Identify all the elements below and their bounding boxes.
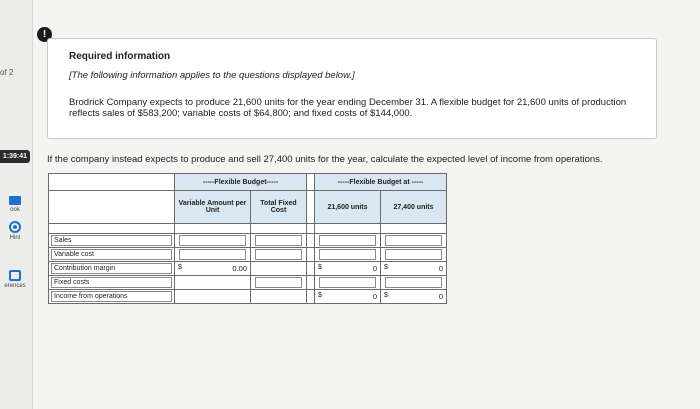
references-label: erences [4, 283, 26, 289]
group-flexible-budget-at: -----Flexible Budget at ----- [315, 174, 447, 191]
dollar-sign: $ [178, 264, 182, 271]
table-row [49, 248, 447, 262]
dollar-sign: $ [318, 292, 322, 299]
hint-label: Hint [9, 235, 21, 241]
header-27400-units: 27,400 units [381, 191, 447, 224]
row-label-input[interactable]: Income from operations [51, 291, 172, 302]
units-21600-value: 0 [372, 292, 377, 301]
units-21600-input[interactable] [319, 277, 376, 288]
book-icon [9, 196, 21, 205]
units-21600-value: 0 [372, 264, 377, 273]
fixed-cost-input[interactable] [255, 249, 302, 260]
units-27400-value: 0 [438, 292, 443, 301]
dollar-sign: $ [384, 292, 388, 299]
table-row [49, 290, 447, 304]
table-row [49, 234, 447, 248]
row-label-input[interactable]: Contribution margin [51, 263, 172, 274]
ebook-label: ook [10, 207, 20, 213]
required-info-box [47, 38, 657, 139]
flexible-budget-table [48, 173, 447, 304]
table-row [49, 276, 447, 290]
units-27400-input[interactable] [385, 277, 442, 288]
hint-icon [9, 221, 21, 233]
var-amount-input[interactable] [179, 235, 246, 246]
table-row [49, 262, 447, 276]
question-text: If the company instead expects to produce and sell 27,400 units for the year, calculate the expected level of income from operations. [47, 154, 603, 165]
header-21600-units: 21,600 units [315, 191, 381, 224]
units-27400-input[interactable] [385, 235, 442, 246]
required-info-note: [The following information applies to the questions displayed below.] [69, 70, 355, 81]
alert-icon: ! [37, 27, 52, 42]
timer: 1:39:41 [0, 150, 30, 163]
required-info-title: Required information [69, 51, 171, 62]
references-icon [9, 270, 21, 281]
group-flexible-budget: -----Flexible Budget----- [175, 174, 307, 191]
ebook-button[interactable] [0, 196, 30, 213]
row-label-input[interactable]: Variable cost [51, 249, 172, 260]
units-21600-input[interactable] [319, 249, 376, 260]
fixed-cost-input[interactable] [255, 235, 302, 246]
hint-button[interactable] [0, 221, 30, 241]
header-variable-amount: Variable Amount per Unit [175, 191, 251, 224]
required-info-body: Brodrick Company expects to produce 21,600 units for the year ending December 31. A flexible budget for 21,600 units of production reflects sales of $583,200; variable costs of $64,800; and fixed costs of $144,000. [69, 97, 627, 119]
row-label-input[interactable]: Sales [51, 235, 172, 246]
units-27400-value: 0 [438, 264, 443, 273]
units-21600-input[interactable] [319, 235, 376, 246]
units-27400-input[interactable] [385, 249, 442, 260]
dollar-sign: $ [318, 264, 322, 271]
var-amount-input[interactable] [179, 249, 246, 260]
var-amount-value: 0.00 [232, 264, 247, 273]
references-button[interactable] [0, 270, 30, 289]
page-indicator: of 2 [0, 68, 14, 77]
row-label-input[interactable]: Fixed costs [51, 277, 172, 288]
header-total-fixed: Total Fixed Cost [251, 191, 307, 224]
dollar-sign: $ [384, 264, 388, 271]
fixed-cost-input[interactable] [255, 277, 302, 288]
